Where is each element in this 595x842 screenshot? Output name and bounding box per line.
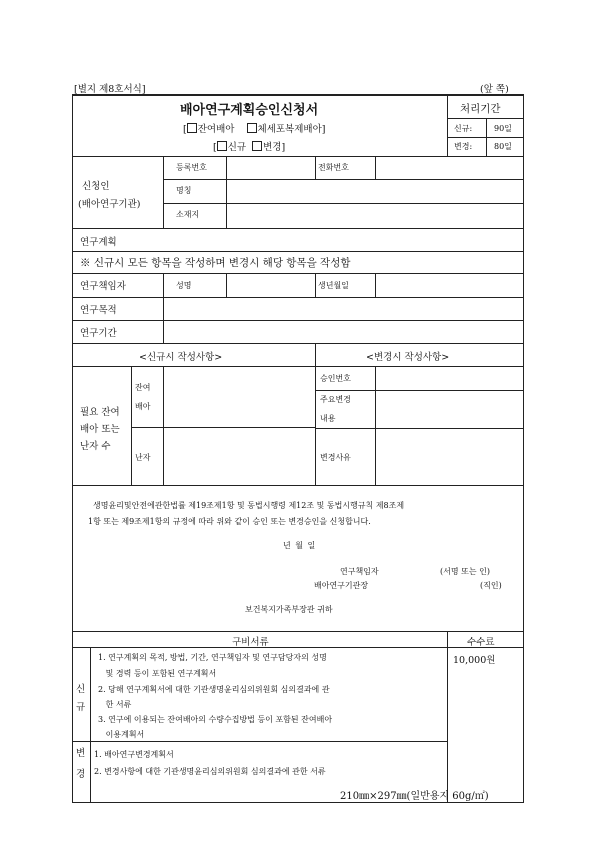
researcher-label: 연구책임자 [80, 281, 126, 292]
fee-value: 10,000원 [453, 655, 496, 666]
period-label: 연구기간 [80, 328, 117, 339]
researcher-birth-field[interactable] [376, 274, 522, 296]
new-doc-item: 및 경력 등이 포함된 연구계획서 [98, 669, 217, 678]
declaration-line-2: 1항 또는 제9조제1항의 규정에 따라 위와 같이 승인 또는 변경승인을 신청합니다. [88, 517, 371, 526]
checkbox-somatic[interactable] [247, 123, 257, 133]
plan-field[interactable] [164, 229, 522, 250]
address-field[interactable] [227, 204, 522, 227]
phone-label: 전화번호 [318, 163, 349, 172]
purpose-label: 연구목적 [80, 305, 117, 316]
notice-text: ※ 신규시 모든 항목을 작성하며 변경시 해당 항목을 작성함 [80, 257, 351, 269]
new-docs-label-1: 신 [76, 684, 86, 695]
seal-note: (직인) [480, 581, 502, 590]
change-reason-label: 변경사유 [320, 453, 351, 462]
embryo-count-field[interactable] [164, 367, 314, 426]
phone-field[interactable] [376, 157, 522, 178]
researcher-birth-label: 생년월일 [318, 281, 349, 290]
purpose-field[interactable] [164, 298, 522, 319]
fee-header: 수수료 [467, 637, 495, 648]
form-title: 배아연구계획승인신청서 [180, 103, 319, 118]
new-doc-item: 1. 연구계획의 목적, 방법, 기간, 연구책임자 및 연구담당자의 성명 [98, 653, 327, 662]
new-doc-item: 한 서류 [98, 700, 132, 709]
egg-label: 난자 [135, 453, 151, 462]
processing-new-label: 신규: [454, 124, 473, 133]
page-side: (앞 쪽) [480, 84, 509, 95]
change-reason-field[interactable] [376, 429, 522, 484]
checkbox-change[interactable] [252, 141, 262, 151]
sign-note: (서명 또는 인) [440, 567, 490, 576]
reg-no-label: 등록번호 [176, 163, 207, 172]
count-label-2: 배아 또는 [80, 424, 120, 435]
change-main-label-1: 주요변경 [320, 395, 351, 404]
researcher-name-field[interactable] [227, 274, 314, 296]
change-main-label-2: 내용 [320, 414, 336, 423]
declaration-date: 년 월 일 [283, 541, 317, 550]
title-options-row2: [ 신규 변경] [213, 142, 286, 153]
change-main-field[interactable] [376, 391, 522, 427]
change-section-heading: <변경시 작성사항> [366, 352, 450, 363]
checkbox-new[interactable] [217, 141, 227, 151]
reg-no-field[interactable] [227, 157, 314, 178]
applicant-label: 신청인 [82, 181, 110, 192]
address-label: 소재지 [176, 210, 200, 219]
change-doc-item: 1. 배아연구변경계획서 [94, 750, 174, 759]
plan-label: 연구계획 [80, 237, 117, 248]
approval-no-field[interactable] [376, 367, 522, 389]
approval-no-label: 승인번호 [320, 374, 351, 383]
change-docs-label-1: 변 [76, 748, 86, 759]
recipient: 보건복지가족부장관 귀하 [245, 605, 333, 614]
researcher-name-label: 성명 [176, 281, 192, 290]
embryo-label-1: 잔여 [135, 383, 151, 392]
new-doc-item: 2. 당해 연구계획서에 대한 기관생명윤리심의위원회 심의결과에 관 [98, 685, 330, 694]
name-label: 명칭 [176, 186, 192, 195]
processing-change-value: 80일 [494, 142, 512, 151]
applicant-label-sub: (배아연구기관) [78, 199, 141, 210]
period-field[interactable] [164, 321, 522, 342]
change-doc-item: 2. 변경사항에 대한 기관생명윤리심의위원회 심의결과에 관한 서류 [94, 767, 326, 776]
researcher-sign-label: 연구책임자 [340, 567, 379, 576]
paper-spec: 210㎜×297㎜(일반용지 60g/㎡) [340, 791, 489, 802]
new-doc-item: 이용계획서 [98, 730, 145, 739]
declaration-line-1: 생명윤리및안전에관한법률 제19조제1항 및 동법시행령 제12조 및 동법시행규칙 제8조제 [93, 501, 405, 510]
egg-count-field[interactable] [164, 428, 314, 484]
new-section-heading: <신규시 작성사항> [139, 352, 223, 363]
docs-header: 구비서류 [232, 637, 269, 648]
director-sign-label: 배아연구기관장 [314, 581, 369, 590]
embryo-label-2: 배아 [135, 402, 151, 411]
new-doc-item: 3. 연구에 이용되는 잔여배아의 수량수집방법 등이 포함된 잔여배아 [98, 715, 333, 724]
processing-label: 처리기간 [460, 103, 501, 115]
name-field[interactable] [227, 180, 522, 202]
form-number: [별지 제8호서식] [74, 84, 146, 95]
checkbox-leftover[interactable] [187, 123, 197, 133]
title-options-row1: [ 잔여배아 체세포복제배아] [183, 124, 326, 135]
count-label-3: 난자 수 [80, 441, 111, 452]
change-docs-label-2: 경 [76, 769, 86, 780]
processing-change-label: 변경: [454, 142, 473, 151]
processing-new-value: 90일 [494, 124, 512, 133]
new-docs-label-2: 규 [76, 702, 86, 713]
count-label-1: 필요 잔여 [80, 407, 120, 418]
